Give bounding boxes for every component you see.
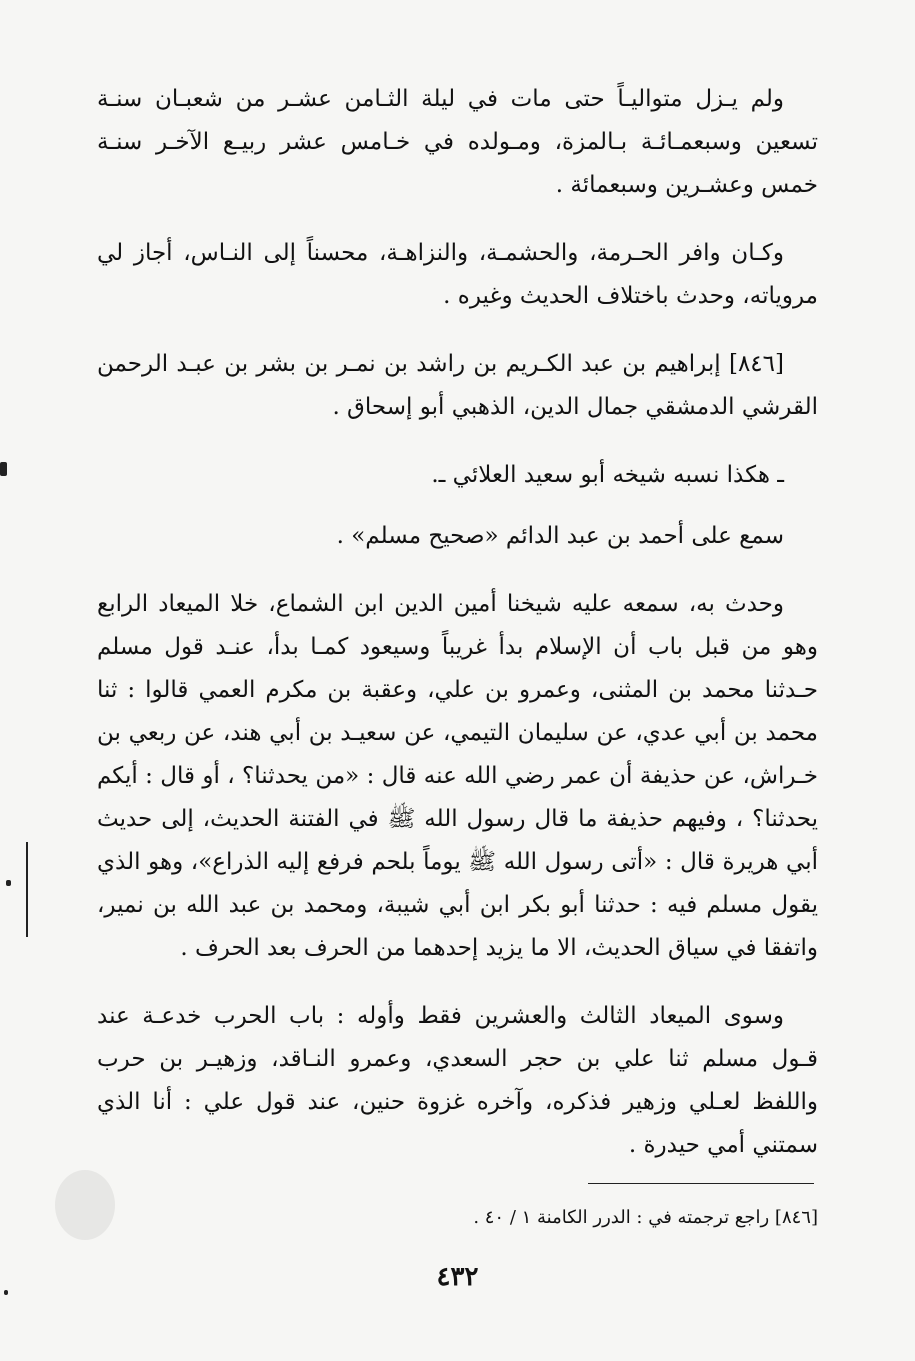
footnote-divider: [588, 1183, 814, 1184]
paragraph-character: وكـان وافر الحـرمة، والحشمـة، والنزاهـة، محسناً إلى النـاس، أجاز لي مروياته، وحدث باختلاف الحديث وغيره .: [97, 240, 818, 309]
page-body: [97, 78, 818, 1192]
paragraph-narration-details: وحدث به، سمعه عليه شيخنا أمين الدين ابن الشماع، خلا الميعاد الرابع وهو من قبل باب أن الإسلام بدأ غريباً وسيعود كمـا بدأ، عنـد قول مسلم حـدثنا محمد بن المثنى، وعمرو بن علي، وعقبة بن مكرم العمي قالوا : ثنا محمد بن أبي عدي، عن سليمان التيمي، عن سعيـد بن أبي هند، عن ربعي بن خـراش، عن حذيفة أن عمر رضي الله عنه قال : «من يحدثنا؟ ، أو قال : أيكم يحدثنا؟ ، وفيهم حذيفة ما قال رسول الله ﷺ في الفتنة الحديث، إلى حديث أبي هريرة قال : «أتى رسول الله ﷺ يوماً بلحم فرفع إليه الذراع»، وهو الذي يقول مسلم فيه : حدثنا أبو بكر ابن أبي شيبة، ومحمد بن عبد الله بن نمير، واتفقا في سياق الحديث، الا ما يزيد إحدهما من الحرف بعد الحرف .: [97, 591, 818, 961]
paragraph-heard-sahih-muslim: سمع على أحمد بن عبد الدائم «صحيح مسلم» .: [336, 523, 784, 549]
scan-mark-top: [0, 462, 7, 476]
scan-dot-left: [6, 880, 11, 886]
scan-dot-bottom: [4, 1290, 8, 1295]
page-number: ٤٣٢: [436, 1262, 479, 1292]
paragraph-twenty-third-session: وسوى الميعاد الثالث والعشرين فقط وأوله : باب الحرب خدعـة عند قـول مسلم ثنا علي بن حجر السعدي، وعمرو النـاقد، وزهيـر بن حرب واللفظ لعـلي وزهير فذكره، وآخره غزوة حنين، عند قول علي : أنا الذي سمتني أمي حيدرة .: [97, 1003, 818, 1158]
paragraph-biography-entry-846: [٨٤٦] إبراهيم بن عبد الكـريم بن راشد بن نمـر بن بشر بن عبـد الرحمن القرشي الدمشقي جمال الدين، الذهبي أبو إسحاق .: [97, 351, 818, 420]
paragraph-lineage-note: ـ هكذا نسبه شيخه أبو سعيد العلائي ـ.: [431, 462, 784, 488]
footnote: [٨٤٦] راجع ترجمته في : الدرر الكامنة ١ / ٤٠ .: [473, 1207, 818, 1228]
scan-line-left: [26, 842, 28, 937]
paragraph-death-birth: ولم يـزل متواليـاً حتى مات في ليلة الثـامن عشـر من شعبـان سنـة تسعين وسبعمـائـة بـالمزة، ومـولده في خـامس عشر ربيـع الآخـر سنـة خمس وعشـرين وسبعمائة .: [97, 86, 818, 198]
paper-speck: [55, 1170, 115, 1240]
